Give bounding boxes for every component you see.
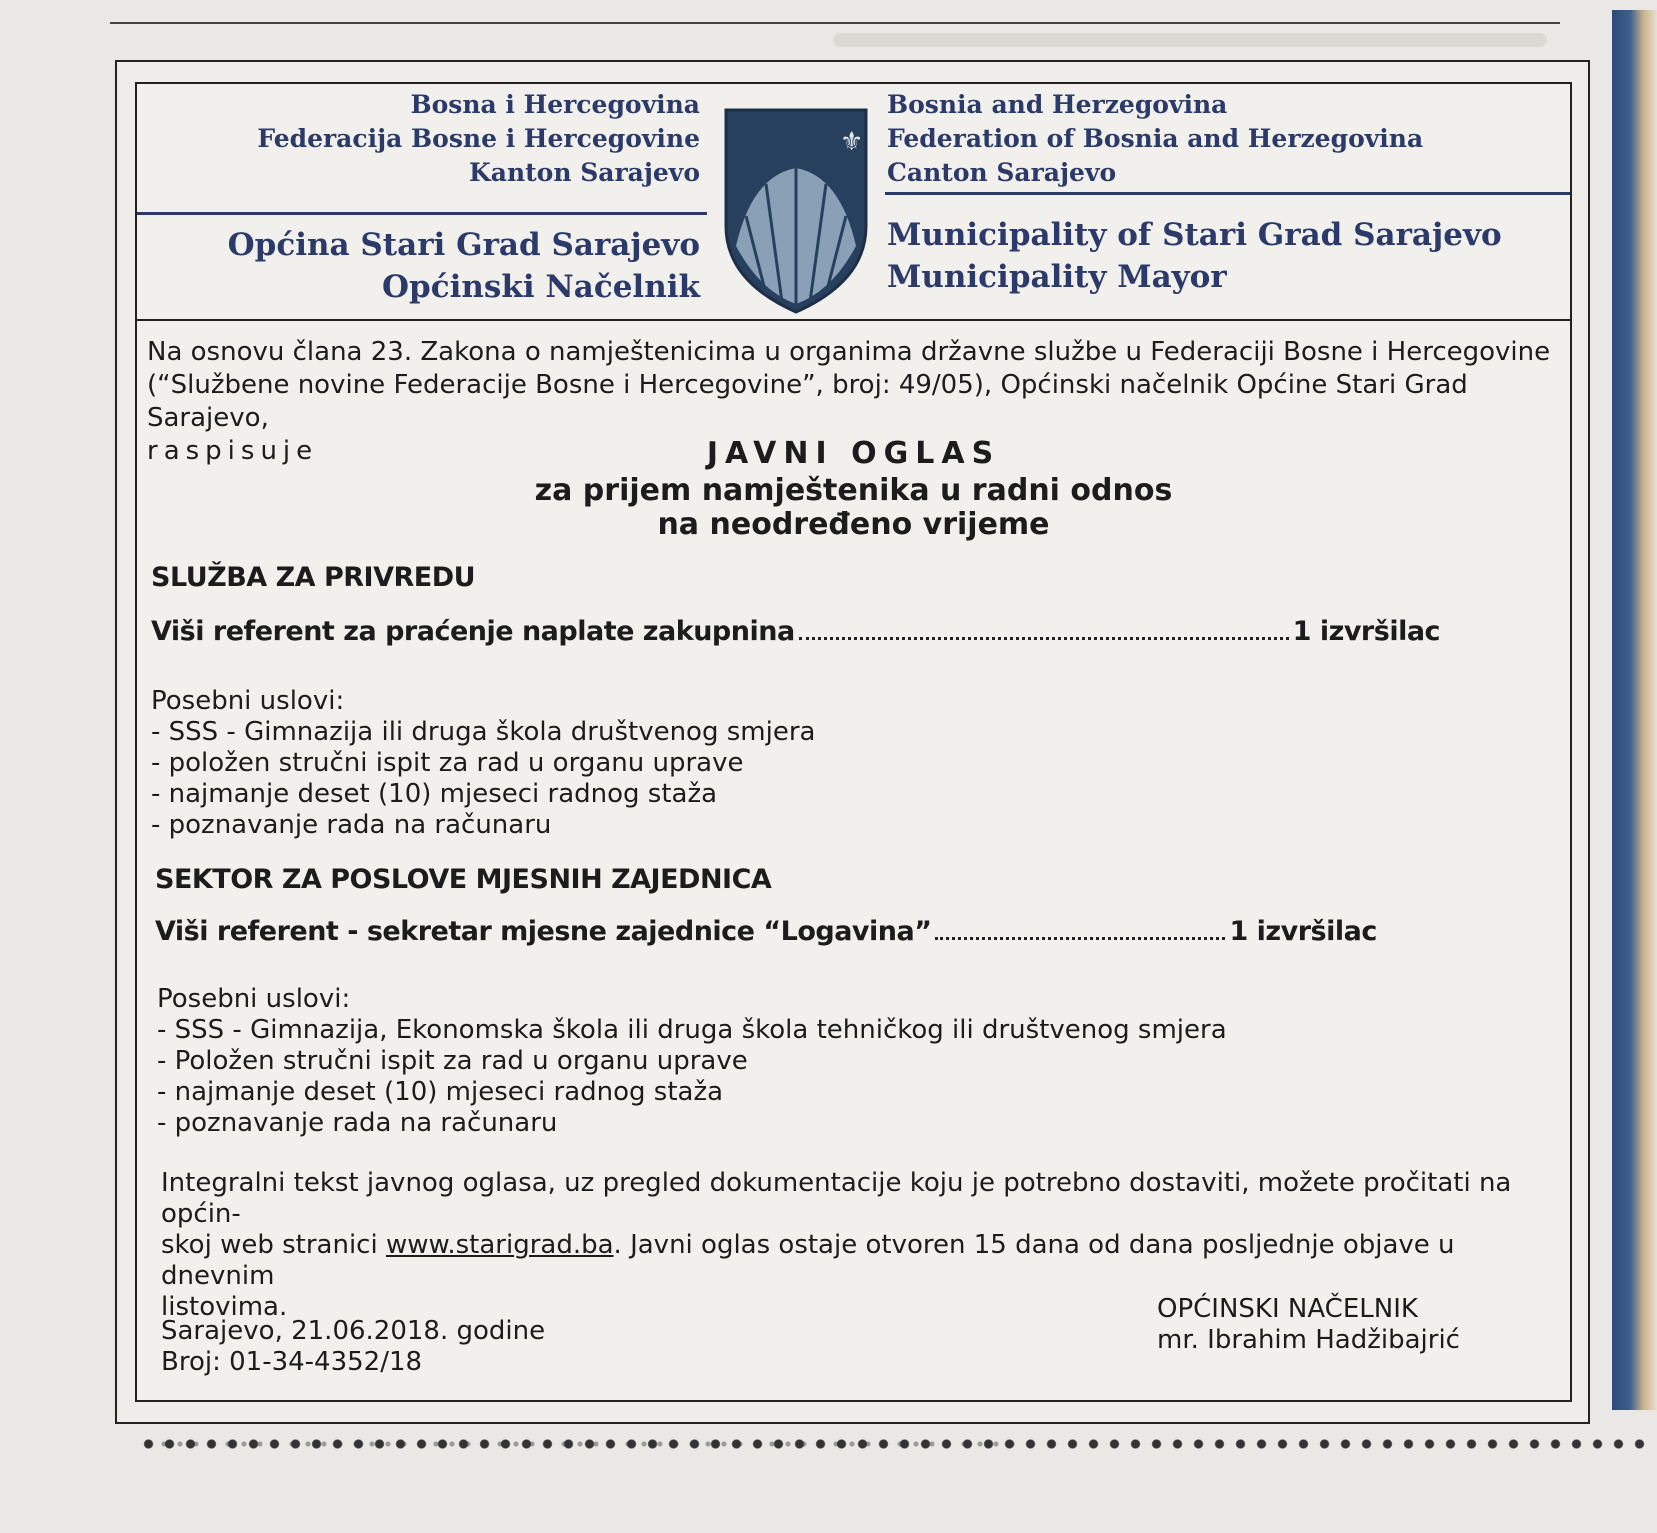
header-left-office (228, 224, 700, 308)
ad-title: JAVNI OGLAS (706, 436, 1001, 471)
closing-line (161, 1230, 1570, 1292)
header-right-line: Canton Sarajevo (887, 158, 1117, 187)
position-title: Viši referent za praćenje naplate zakupnina (151, 616, 795, 647)
conditions-label: Posebni uslovi: (157, 984, 351, 1014)
conditions-list (151, 686, 815, 841)
ad-outer-frame (115, 60, 1590, 1424)
header-left-line: Bosna i Hercegovina (410, 90, 700, 119)
header-left-line: Federacija Bosne i Hercegovine (257, 124, 700, 153)
conditions-list (157, 984, 1227, 1139)
intro-line: (“Službene novine Federacije Bosne i Hercegovine”, broj: 49/05), Općinski načelnik Općine Stari Grad Sarajevo, (147, 370, 1468, 433)
section-heading: SEKTOR ZA POSLOVE MJESNIH ZAJEDNICA (155, 864, 772, 895)
place-date: Sarajevo, 21.06.2018. godine (161, 1316, 546, 1346)
svg-text:⚜: ⚜ (840, 127, 864, 157)
condition-item: - položen stručni ispit za rad u organu uprave (151, 748, 744, 778)
conditions-label: Posebni uslovi: (151, 686, 345, 716)
header-right-line: Federation of Bosnia and Herzegovina (887, 124, 1424, 153)
office-mayor-en: Municipality Mayor (887, 259, 1227, 295)
header-right-rule (885, 192, 1570, 195)
condition-item: - poznavanje rada na računaru (151, 810, 552, 840)
header-right-line: Bosnia and Herzegovina (887, 90, 1228, 119)
office-name-en: Municipality of Stari Grad Sarajevo (887, 217, 1502, 253)
header-right-office (887, 214, 1502, 298)
header-bottom-rule (137, 319, 1570, 321)
ad-inner-frame (135, 82, 1572, 1402)
position-title: Viši referent - sekretar mjesne zajednice “Logavina” (155, 916, 932, 947)
condition-item: - Položen stručni ispit za rad u organu uprave (157, 1046, 748, 1076)
leader-dots (935, 937, 1225, 940)
position-line (151, 616, 1440, 647)
header-left-rule (137, 212, 707, 215)
intro-line: raspisuje (147, 436, 319, 466)
signer-name: mr. Ibrahim Hadžibajrić (1157, 1325, 1460, 1355)
intro-line: Na osnovu člana 23. Zakona o namještenicima u organima državne službe u Federaciji Bosne i Hercegovine (147, 337, 1551, 367)
page-top-rule (110, 22, 1560, 24)
header-left-line: Kanton Sarajevo (469, 158, 700, 187)
condition-item: - najmanje deset (10) mjeseci radnog staža (151, 779, 718, 809)
condition-item: - najmanje deset (10) mjeseci radnog staža (157, 1077, 724, 1107)
ad-subtitle-line: za prijem namještenika u radni odnos (534, 473, 1173, 508)
ad-subtitle-line: na neodređeno vrijeme (657, 507, 1050, 542)
condition-item: - SSS - Gimnazija ili druga škola društvenog smjera (151, 717, 816, 747)
website-link[interactable]: www.starigrad.ba (385, 1230, 614, 1260)
position-line (155, 916, 1377, 947)
position-count: 1 izvršilac (1229, 916, 1377, 947)
closing-text: . Javni oglas ostaje otvoren 15 dana od dana posljednje objave u dnevnim (161, 1230, 1455, 1291)
separator-dots (140, 1434, 1650, 1454)
adjacent-photo-strip (1612, 10, 1657, 1410)
leader-dots (799, 637, 1289, 640)
section-heading: SLUŽBA ZA PRIVREDU (151, 562, 476, 593)
footer-left (161, 1316, 545, 1378)
condition-item: - poznavanje rada na računaru (157, 1108, 558, 1138)
position-count: 1 izvršilac (1292, 616, 1441, 647)
stari-grad-crest-icon (722, 106, 870, 316)
office-mayor-bs: Općinski Načelnik (382, 269, 700, 305)
closing-text: skoj web stranici (161, 1230, 386, 1260)
closing-line: Integralni tekst javnog oglasa, uz pregled dokumentacije koju je potrebno dostaviti, možete pročitati na općin- (161, 1168, 1512, 1229)
header-left-block (257, 88, 700, 190)
header-right-block (887, 88, 1423, 190)
closing-line: listovima. (161, 1292, 288, 1322)
office-name-bs: Općina Stari Grad Sarajevo (227, 227, 700, 263)
condition-item: - SSS - Gimnazija, Ekonomska škola ili druga škola tehničkog ili društvenog smjera (157, 1015, 1227, 1045)
signature-block (1157, 1294, 1460, 1356)
ad-subtitle (137, 474, 1570, 542)
reference-number: Broj: 01-34-4352/18 (161, 1347, 423, 1377)
signer-title: OPĆINSKI NAČELNIK (1157, 1294, 1418, 1324)
